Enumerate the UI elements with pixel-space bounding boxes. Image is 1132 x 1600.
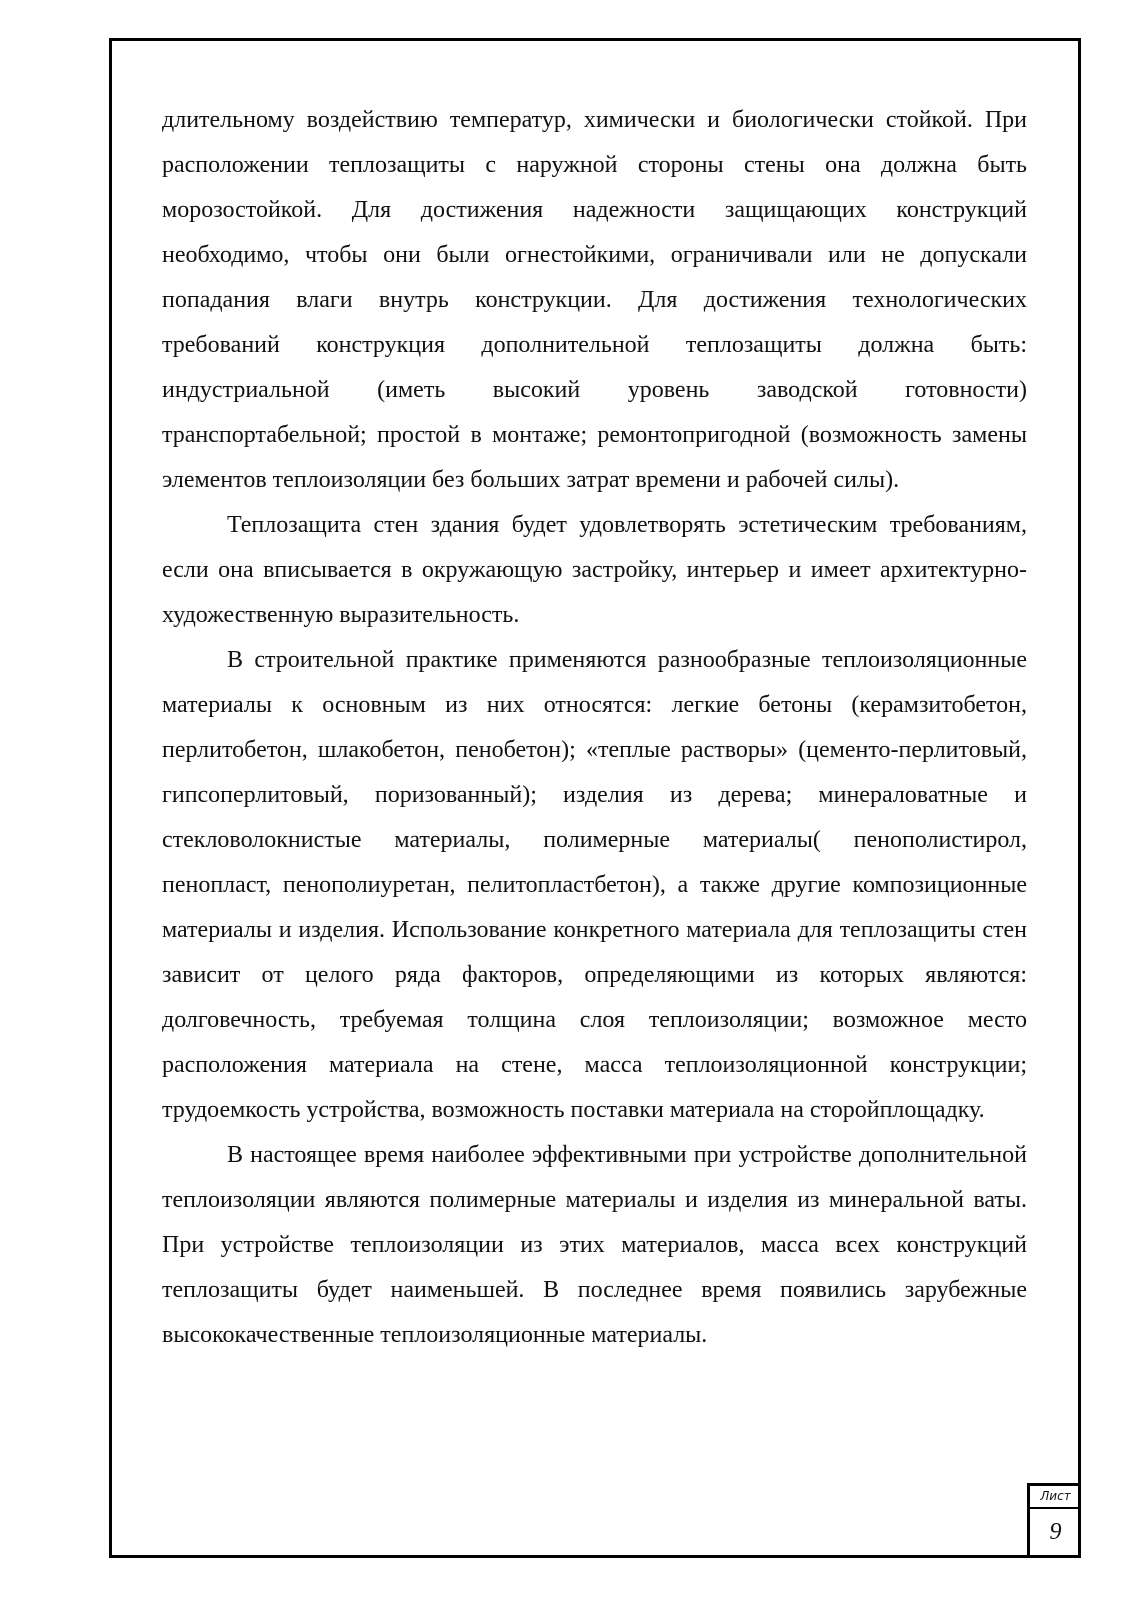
sheet-label: Лист (1040, 1489, 1071, 1503)
stamp-divider (1030, 1507, 1081, 1509)
sheet-number: 9 (1049, 1519, 1062, 1545)
paragraph-2: Теплозащита стен здания будет удовлетворять эстетическим требованиям, если она вписывается в окружающую застройку, интерьер и имеет архитектурно-художественную выразительность. (162, 512, 1027, 628)
paragraph-4: В настоящее время наиболее эффективными при устройстве дополнительной теплоизоляции являются полимерные материалы и изделия из минеральной ваты. При устройстве теплоизоляции из этих материалов, масса всех конструкций теплозащиты будет наименьшей. В последнее время появились зарубежные высококачественные теплоизоляционные материалы. (162, 1142, 1027, 1348)
sheet-number-stamp (1027, 1483, 1081, 1558)
paragraph-3: В строительной практике применяются разнообразные теплоизоляционные материалы к основным из них относятся: легкие бетоны (керамзитобетон, перлитобетон, шлакобетон, пенобетон); «теплые растворы» (цементо-перлитовый, гипсоперлитовый, поризованный); изделия из дерева; минераловатные и стекловолокнистые материалы, полимерные материалы( пенополистирол, пенопласт, пенополиуретан, пелитопластбетон), а также другие композиционные материалы и изделия. Использование конкретного материала для теплозащиты стен зависит от целого ряда факторов, определяющими из которых являются: долговечность, требуемая толщина слоя теплоизоляции; возможное место расположения материала на стене, масса теплоизоляционной конструкции; трудоемкость устройства, возможность поставки материала на сторойплощадку. (162, 647, 1027, 1123)
paragraph-1: длительному воздействию температур, химически и биологически стойкой. При расположении теплозащиты с наружной стороны стены она должна быть морозостойкой. Для достижения надежности защищающих конструкций необходимо, чтобы они были огнестойкими, ограничивали или не допускали попадания влаги внутрь конструкции. Для достижения технологических требований конструкция дополнительной теплозащиты должна быть: индустриальной (иметь высокий уровень заводской готовности) транспортабельной; простой в монтаже; ремонтопригодной (возможность замены элементов теплоизоляции без больших затрат времени и рабочей силы). (162, 107, 1027, 493)
body-text (162, 98, 1027, 1358)
